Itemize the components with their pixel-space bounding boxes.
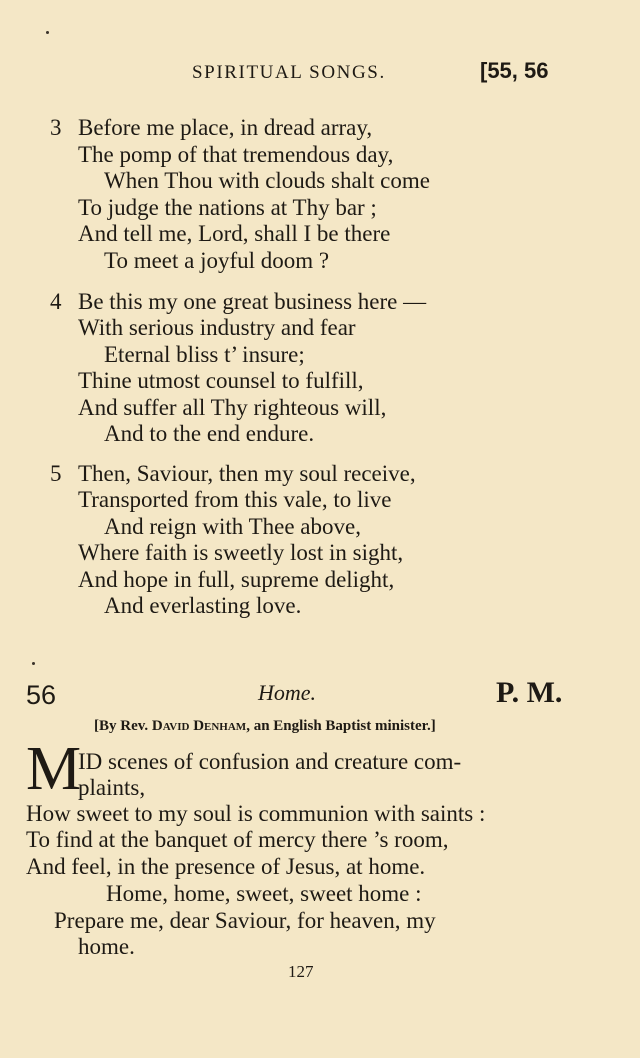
verse-line: And hope in full, supreme delight, [78,567,395,592]
verse-line: And tell me, Lord, shall I be there [78,221,391,246]
verse-line: Transported from this vale, to live [78,487,392,512]
hymn-number: 56 [26,680,57,710]
verse-line: Before me place, in dread array, [78,115,373,140]
hymn-range: [55, 56 [480,58,549,83]
hymn-meter: P. M. [496,676,563,709]
print-speck [32,662,35,665]
verse-line: With serious industry and fear [78,315,356,340]
verse-line: And to the end endure. [104,421,315,446]
drop-capital: M [26,735,82,803]
verse-line: Eternal bliss t’ insure; [104,342,305,367]
verse-line: To meet a joyful doom ? [104,248,330,273]
attribution-prefix: [By Rev. [94,718,149,734]
verse-line: Be this my one great business here — [78,289,427,314]
verse-line: Where faith is sweetly lost in sight, [78,540,404,565]
attribution-author: David Denham, [151,718,250,734]
verse-line: The pomp of that tremendous day, [78,142,394,167]
print-speck [46,31,49,34]
hymn-attribution [94,718,436,735]
verse-line: How sweet to my soul is communion with saints : [26,801,486,826]
refrain-line: Prepare me, dear Saviour, for heaven, my [54,908,436,933]
verse-line: And everlasting love. [104,593,302,618]
verse-line: plaints, [78,775,146,800]
page-number: 127 [288,962,314,981]
stanza-number: 5 [50,461,62,486]
verse-line: To judge the nations at Thy bar ; [78,195,377,220]
attribution-suffix: an English Baptist minister.] [253,718,436,734]
verse-line: To find at the banquet of mercy there ’s room, [26,827,449,852]
verse-line: Then, Saviour, then my soul receive, [78,461,416,486]
refrain-line: home. [78,934,135,959]
running-header: SPIRITUAL SONGS. [192,62,386,83]
verse-line: And feel, in the presence of Jesus, at home. [26,854,426,879]
refrain-line: Home, home, sweet, sweet home : [106,881,422,906]
hymn-title: Home. [258,680,317,705]
verse-line: Thine utmost counsel to fulfill, [78,368,364,393]
verse-line: And suffer all Thy righteous will, [78,395,387,420]
stanza-number: 3 [50,115,62,140]
stanza-number: 4 [50,289,62,314]
verse-line: And reign with Thee above, [104,514,361,539]
verse-line: ID scenes of confusion and creature com- [78,749,462,774]
verse-line: When Thou with clouds shalt come [104,168,430,193]
